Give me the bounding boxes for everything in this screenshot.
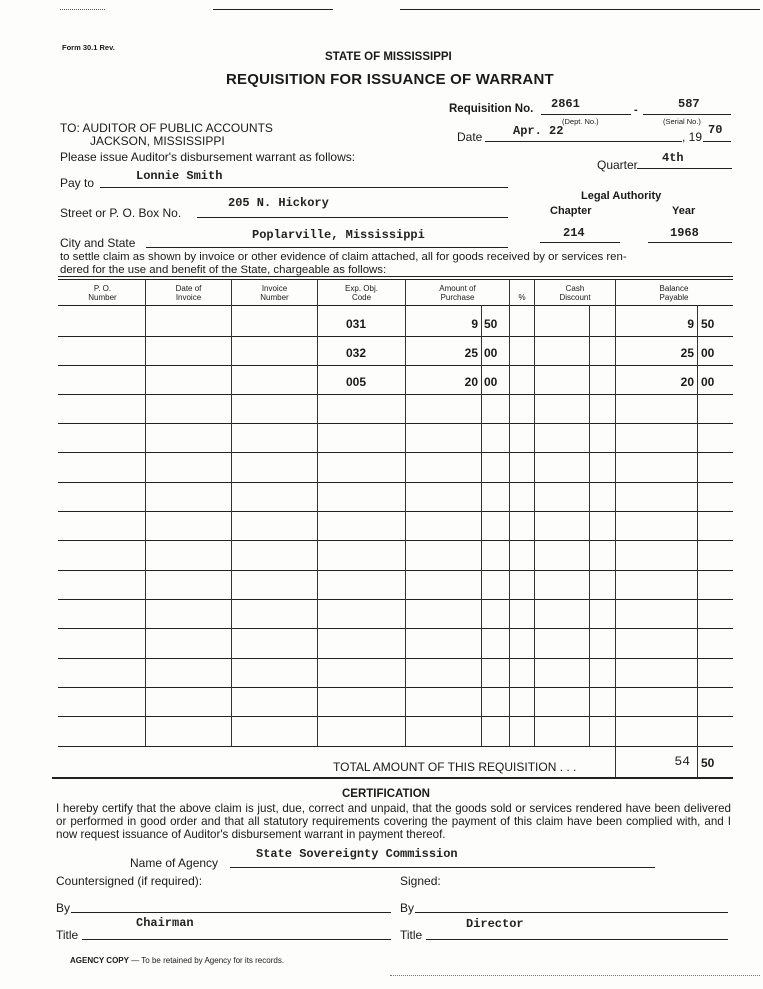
col-header-amount: Amount of Purchase — [439, 284, 476, 302]
col-header-date: Date of Invoice — [175, 284, 202, 302]
table-top-border — [58, 276, 733, 277]
row-line — [58, 365, 733, 366]
footer-note — [70, 956, 284, 965]
dept-number: 2861 — [551, 97, 580, 111]
state-heading: STATE OF MISSISSIPPI — [325, 51, 452, 63]
form-title: REQUISITION FOR ISSUANCE OF WARRANT — [226, 71, 554, 88]
col-header-invoice: Invoice Number — [260, 284, 289, 302]
chapter-value: 214 — [563, 226, 585, 240]
street-line — [197, 217, 508, 218]
col-sep — [615, 280, 616, 778]
certification-title: CERTIFICATION — [342, 788, 430, 800]
row-2-amount-dollars: 25 — [464, 346, 478, 360]
left-title-value: Chairman — [136, 916, 194, 930]
year-authority-line — [648, 242, 732, 243]
total-cents: 50 — [701, 756, 715, 770]
row-3-amount-dollars: 20 — [464, 375, 478, 389]
date-label: Date — [457, 130, 483, 144]
col-sep — [231, 280, 232, 746]
row-1-balance-cents: 50 — [701, 317, 715, 331]
serial-no-caption: (Serial No.) — [663, 117, 701, 126]
row-3-exp-code: 005 — [346, 375, 367, 389]
number-dash: - — [634, 104, 638, 116]
row-line — [58, 423, 733, 424]
scan-edge-mark — [390, 975, 760, 976]
agency-copy-label: AGENCY COPY — [70, 956, 129, 965]
row-line — [58, 687, 733, 688]
cents-sep — [589, 305, 590, 746]
addressee-line-1: TO: AUDITOR OF PUBLIC ACCOUNTS — [60, 121, 273, 135]
total-bottom-border — [52, 777, 733, 779]
title-label-left: Title — [56, 928, 79, 942]
street-label: Street or P. O. Box No. — [60, 206, 182, 220]
row-2-balance-dollars: 25 — [680, 346, 694, 360]
claim-text-line-2: dered for the use and benefit of the State, chargeable as follows: — [60, 264, 387, 276]
agency-label: Name of Agency — [130, 856, 219, 870]
title-line-left — [82, 939, 391, 940]
row-line — [58, 599, 733, 600]
col-sep — [509, 280, 510, 746]
by-label-left: By — [56, 901, 71, 915]
agency-line — [230, 867, 655, 868]
cents-sep — [481, 305, 482, 746]
scan-edge-mark — [400, 9, 760, 10]
row-line — [58, 746, 733, 747]
row-1-exp-code: 031 — [346, 317, 367, 331]
row-1-amount-cents: 50 — [484, 317, 498, 331]
col-sep — [534, 280, 535, 746]
row-line — [58, 482, 733, 483]
quarter-line — [637, 168, 732, 169]
col-header-po: P. O. Number — [88, 284, 117, 302]
quarter-label: Quarter — [597, 158, 638, 172]
col-header-discount: Cash Discount — [559, 284, 591, 302]
dept-number-line — [541, 114, 631, 115]
title-label-right: Title — [400, 928, 423, 942]
pay-to-value: Lonnie Smith — [136, 169, 223, 183]
row-2-balance-cents: 00 — [701, 346, 715, 360]
year-prefix: , 19 — [682, 130, 703, 144]
pay-to-label: Pay to — [60, 176, 95, 190]
scan-edge-mark — [60, 9, 105, 10]
row-line — [58, 628, 733, 629]
date-line — [485, 141, 682, 142]
row-3-amount-cents: 00 — [484, 375, 498, 389]
header-bottom-border — [58, 305, 733, 306]
addressee-line-2: JACKSON, MISSISSIPPI — [90, 134, 225, 148]
claim-text-line-1: to settle claim as shown by invoice or other evidence of claim attached, all for goods received by or services ren- — [60, 251, 627, 263]
city-line — [146, 247, 508, 248]
street-value: 205 N. Hickory — [228, 196, 329, 210]
form-number: Form 30.1 Rev. — [62, 43, 115, 52]
row-line — [58, 336, 733, 337]
col-sep — [317, 280, 318, 746]
row-3-balance-cents: 00 — [701, 375, 715, 389]
agency-copy-note: — To be retained by Agency for its records. — [131, 956, 285, 965]
cents-sep — [697, 305, 698, 778]
col-sep — [405, 280, 406, 746]
dept-no-caption: (Dept. No.) — [562, 117, 599, 126]
col-sep — [145, 280, 146, 746]
requisition-label: Requisition No. — [449, 103, 534, 115]
row-line — [58, 511, 733, 512]
year-authority-label: Year — [672, 205, 696, 217]
date-value: Apr. 22 — [513, 124, 564, 138]
col-header-percent: % — [518, 293, 526, 302]
right-title-value: Director — [466, 917, 524, 931]
countersigned-label: Countersigned (if required): — [56, 874, 203, 888]
row-line — [58, 570, 733, 571]
table-top-border-inner — [58, 279, 733, 280]
scan-edge-mark — [213, 9, 333, 10]
col-header-balance: Balance Payable — [659, 284, 689, 302]
title-line-right — [426, 939, 728, 940]
row-line — [58, 394, 733, 395]
signed-label: Signed: — [400, 874, 441, 888]
chapter-label: Chapter — [550, 205, 592, 217]
by-line-right — [415, 912, 728, 913]
quarter-value: 4th — [662, 151, 684, 165]
serial-number: 587 — [678, 97, 700, 111]
row-line — [58, 658, 733, 659]
row-1-amount-dollars: 9 — [471, 317, 478, 331]
pay-to-line — [100, 187, 508, 188]
total-dollars: 54 — [674, 754, 690, 769]
by-line-left — [71, 912, 391, 913]
year-value: 70 — [708, 123, 723, 137]
certification-text: I hereby certify that the above claim is just, due, correct and unpaid, that the goods sold or services rendered have been delivered or performed in good order and that all statutory requirements covering the payment of this claim have been complied with, and I now request issuance of Auditor's disbursement warrant in payment thereof. — [56, 802, 731, 841]
col-header-exp-code: Exp. Obj. Code — [345, 284, 378, 302]
row-3-balance-dollars: 20 — [680, 375, 694, 389]
row-1-balance-dollars: 9 — [687, 317, 694, 331]
row-2-exp-code: 032 — [346, 346, 367, 360]
year-line — [703, 141, 731, 142]
by-label-right: By — [400, 901, 415, 915]
row-line — [58, 540, 733, 541]
row-line — [58, 452, 733, 453]
row-2-amount-cents: 00 — [484, 346, 498, 360]
agency-value: State Sovereignty Commission — [256, 847, 458, 861]
city-label: City and State — [60, 236, 136, 250]
year-authority-value: 1968 — [670, 226, 699, 240]
city-value: Poplarville, Mississippi — [252, 228, 425, 242]
total-label: TOTAL AMOUNT OF THIS REQUISITION . . . — [333, 760, 577, 774]
chapter-line — [540, 242, 620, 243]
legal-authority-title: Legal Authority — [581, 190, 662, 202]
instruction-text: Please issue Auditor's disbursement warrant as follows: — [60, 150, 356, 164]
row-line — [58, 716, 733, 717]
serial-number-line — [643, 114, 731, 115]
